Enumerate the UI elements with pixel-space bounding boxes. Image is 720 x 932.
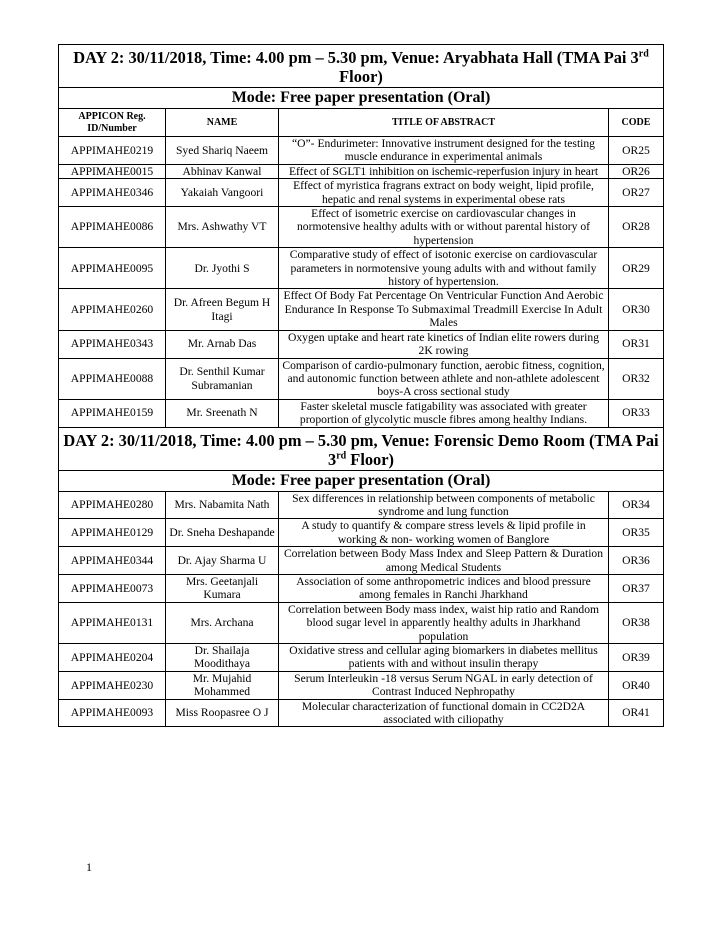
name-cell: Dr. Afreen Begum H Itagi	[166, 289, 279, 330]
abstract-title-cell: Serum Interleukin -18 versus Serum NGAL in early detection of Contrast Induced Nephropathy	[279, 671, 609, 699]
code-cell: OR39	[609, 644, 664, 672]
section-mode-row	[59, 470, 664, 491]
header-reg: APPICON Reg. ID/Number	[59, 109, 166, 137]
section-mode-row	[59, 88, 664, 109]
code-cell: OR36	[609, 547, 664, 575]
code-cell: OR34	[609, 491, 664, 519]
section-title-row	[59, 427, 664, 470]
section-title-row	[59, 45, 664, 88]
schedule-table	[58, 44, 664, 727]
page-number: 1	[86, 860, 92, 874]
table-row	[59, 207, 664, 248]
name-cell: Dr. Jyothi S	[166, 248, 279, 289]
name-cell: Dr. Ajay Sharma U	[166, 547, 279, 575]
header-code: CODE	[609, 109, 664, 137]
name-cell: Mrs. Archana	[166, 602, 279, 643]
table-row	[59, 574, 664, 602]
name-cell: Mr. Arnab Das	[166, 330, 279, 358]
code-cell: OR32	[609, 358, 664, 399]
name-cell: Miss Roopasree O J	[166, 699, 279, 727]
code-cell: OR26	[609, 164, 664, 178]
table-row	[59, 519, 664, 547]
reg-id-cell: APPIMAHE0219	[59, 137, 166, 165]
code-cell: OR37	[609, 574, 664, 602]
abstract-title-cell: Molecular characterization of functional domain in CC2D2A associated with ciliopathy	[279, 699, 609, 727]
section-mode: Mode: Free paper presentation (Oral)	[59, 88, 664, 109]
abstract-title-cell: Comparison of cardio-pulmonary function, aerobic fitness, cognition, and autonomic function between athlete and non-athlete adolescent boys-A cross sectional study	[279, 358, 609, 399]
name-cell: Syed Shariq Naeem	[166, 137, 279, 165]
code-cell: OR38	[609, 602, 664, 643]
table-row	[59, 699, 664, 727]
code-cell: OR40	[609, 671, 664, 699]
reg-id-cell: APPIMAHE0204	[59, 644, 166, 672]
reg-id-cell: APPIMAHE0344	[59, 547, 166, 575]
table-row	[59, 602, 664, 643]
code-cell: OR30	[609, 289, 664, 330]
reg-id-cell: APPIMAHE0095	[59, 248, 166, 289]
abstract-title-cell: Faster skeletal muscle fatigability was associated with greater proportion of glycolytic muscle fibres among healthy Indians.	[279, 399, 609, 427]
reg-id-cell: APPIMAHE0260	[59, 289, 166, 330]
abstract-title-cell: Oxygen uptake and heart rate kinetics of Indian elite rowers during 2K rowing	[279, 330, 609, 358]
table-row	[59, 179, 664, 207]
abstract-title-cell: “O”- Endurimeter: Innovative instrument designed for the testing muscle endurance in experimental animals	[279, 137, 609, 165]
name-cell: Abhinav Kanwal	[166, 164, 279, 178]
abstract-title-cell: Effect of isometric exercise on cardiovascular changes in normotensive healthy adults with or without parental history of hypertension	[279, 207, 609, 248]
table-row	[59, 248, 664, 289]
header-title: TITLE OF ABSTRACT	[279, 109, 609, 137]
reg-id-cell: APPIMAHE0129	[59, 519, 166, 547]
abstract-title-cell: Comparative study of effect of isotonic exercise on cardiovascular parameters in normotensive young adults with and without family history of hypertension.	[279, 248, 609, 289]
table-row	[59, 491, 664, 519]
table-row	[59, 644, 664, 672]
abstract-title-cell: Effect of SGLT1 inhibition on ischemic-reperfusion injury in heart	[279, 164, 609, 178]
reg-id-cell: APPIMAHE0015	[59, 164, 166, 178]
code-cell: OR28	[609, 207, 664, 248]
abstract-title-cell: Effect of myristica fragrans extract on body weight, lipid profile, hepatic and renal systems in experimental obese rats	[279, 179, 609, 207]
reg-id-cell: APPIMAHE0159	[59, 399, 166, 427]
reg-id-cell: APPIMAHE0280	[59, 491, 166, 519]
name-cell: Dr. Shailaja Moodithaya	[166, 644, 279, 672]
reg-id-cell: APPIMAHE0073	[59, 574, 166, 602]
reg-id-cell: APPIMAHE0131	[59, 602, 166, 643]
reg-id-cell: APPIMAHE0346	[59, 179, 166, 207]
table-row	[59, 399, 664, 427]
column-header-row	[59, 109, 664, 137]
code-cell: OR35	[609, 519, 664, 547]
name-cell: Dr. Sneha Deshapande	[166, 519, 279, 547]
code-cell: OR25	[609, 137, 664, 165]
code-cell: OR33	[609, 399, 664, 427]
code-cell: OR41	[609, 699, 664, 727]
table-row	[59, 164, 664, 178]
header-name: NAME	[166, 109, 279, 137]
reg-id-cell: APPIMAHE0230	[59, 671, 166, 699]
schedule-body	[59, 45, 664, 727]
reg-id-cell: APPIMAHE0088	[59, 358, 166, 399]
code-cell: OR31	[609, 330, 664, 358]
table-row	[59, 137, 664, 165]
code-cell: OR29	[609, 248, 664, 289]
name-cell: Mrs. Geetanjali Kumara	[166, 574, 279, 602]
table-row	[59, 671, 664, 699]
name-cell: Mrs. Nabamita Nath	[166, 491, 279, 519]
abstract-title-cell: Oxidative stress and cellular aging biomarkers in diabetes mellitus patients with and without insulin therapy	[279, 644, 609, 672]
abstract-title-cell: Correlation between Body mass index, waist hip ratio and Random blood sugar level in apparently healthy adults in Jharkhand population	[279, 602, 609, 643]
table-row	[59, 547, 664, 575]
abstract-title-cell: A study to quantify & compare stress levels & lipid profile in working & non- working women of Banglore	[279, 519, 609, 547]
reg-id-cell: APPIMAHE0086	[59, 207, 166, 248]
name-cell: Dr. Senthil Kumar Subramanian	[166, 358, 279, 399]
name-cell: Mr. Sreenath N	[166, 399, 279, 427]
abstract-title-cell: Association of some anthropometric indices and blood pressure among females in Ranchi Jharkhand	[279, 574, 609, 602]
name-cell: Mrs. Ashwathy VT	[166, 207, 279, 248]
reg-id-cell: APPIMAHE0343	[59, 330, 166, 358]
table-row	[59, 358, 664, 399]
section-title: DAY 2: 30/11/2018, Time: 4.00 pm – 5.30 pm, Venue: Aryabhata Hall (TMA Pai 3rd Floor)	[59, 45, 664, 88]
table-row	[59, 289, 664, 330]
section-mode: Mode: Free paper presentation (Oral)	[59, 470, 664, 491]
abstract-title-cell: Sex differences in relationship between components of metabolic syndrome and lung function	[279, 491, 609, 519]
code-cell: OR27	[609, 179, 664, 207]
name-cell: Mr. Mujahid Mohammed	[166, 671, 279, 699]
reg-id-cell: APPIMAHE0093	[59, 699, 166, 727]
table-row	[59, 330, 664, 358]
name-cell: Yakaiah Vangoori	[166, 179, 279, 207]
section-title: DAY 2: 30/11/2018, Time: 4.00 pm – 5.30 pm, Venue: Forensic Demo Room (TMA Pai 3rd Floor)	[59, 427, 664, 470]
abstract-title-cell: Effect Of Body Fat Percentage On Ventricular Function And Aerobic Endurance In Response To Submaximal Treadmill Exercise In Adult Males	[279, 289, 609, 330]
abstract-title-cell: Correlation between Body Mass Index and Sleep Pattern & Duration among Medical Students	[279, 547, 609, 575]
